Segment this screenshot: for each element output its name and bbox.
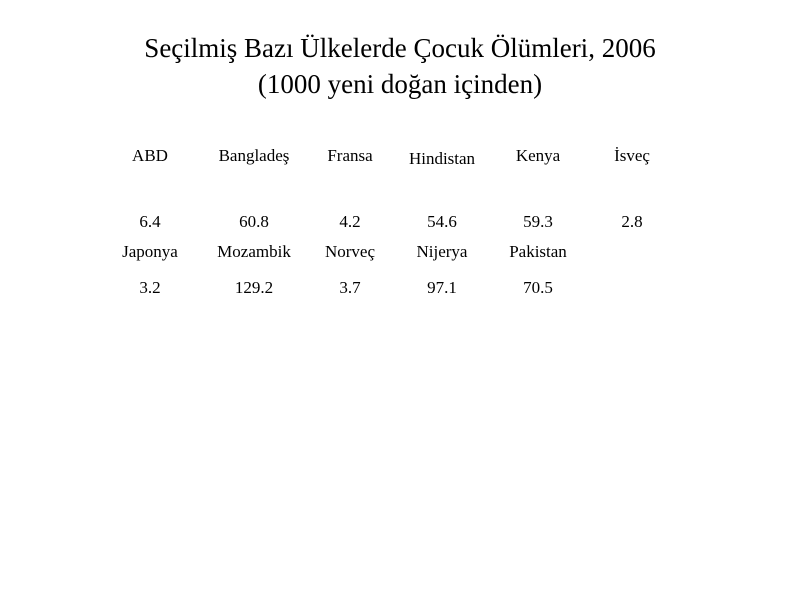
country-cell: Pakistan	[509, 242, 567, 261]
country-cell: ABD	[132, 146, 168, 165]
country-cell: Kenya	[515, 146, 561, 165]
value-cell: 70.5	[523, 278, 553, 297]
value-cell: 3.2	[139, 278, 161, 297]
table-row	[100, 204, 680, 242]
value-cell: 97.1	[427, 278, 457, 297]
value-cell: 60.8	[239, 212, 269, 231]
value-cell: 3.7	[339, 278, 361, 297]
value-cell	[584, 274, 680, 308]
country-label: Hindistan	[408, 149, 476, 168]
table-row	[100, 242, 680, 274]
title-line-2: (1000 yeni doğan içinden)	[257, 69, 543, 99]
country-cell: Bangladeş	[218, 146, 290, 165]
country-cell: Japonya	[122, 242, 178, 261]
country-cell: Nijerya	[416, 242, 468, 261]
country-cell	[392, 140, 492, 204]
country-cell: Norveç	[324, 242, 376, 261]
value-cell: 129.2	[234, 278, 274, 297]
title-line-1: Seçilmiş Bazı Ülkelerde Çocuk Ölümleri, 2006	[144, 33, 656, 63]
table-row	[100, 140, 680, 204]
slide-title	[60, 30, 740, 102]
country-cell	[584, 242, 680, 274]
value-cell: 59.3	[523, 212, 553, 231]
country-cell: Fransa	[327, 146, 373, 165]
mortality-table	[100, 140, 680, 308]
value-cell: 2.8	[621, 212, 643, 231]
value-cell: 54.6	[427, 212, 457, 231]
country-cell: Mozambik	[217, 242, 291, 261]
country-cell: İsveç	[614, 146, 650, 165]
value-cell: 6.4	[139, 212, 161, 231]
value-cell: 4.2	[339, 212, 361, 231]
table-row	[100, 274, 680, 308]
